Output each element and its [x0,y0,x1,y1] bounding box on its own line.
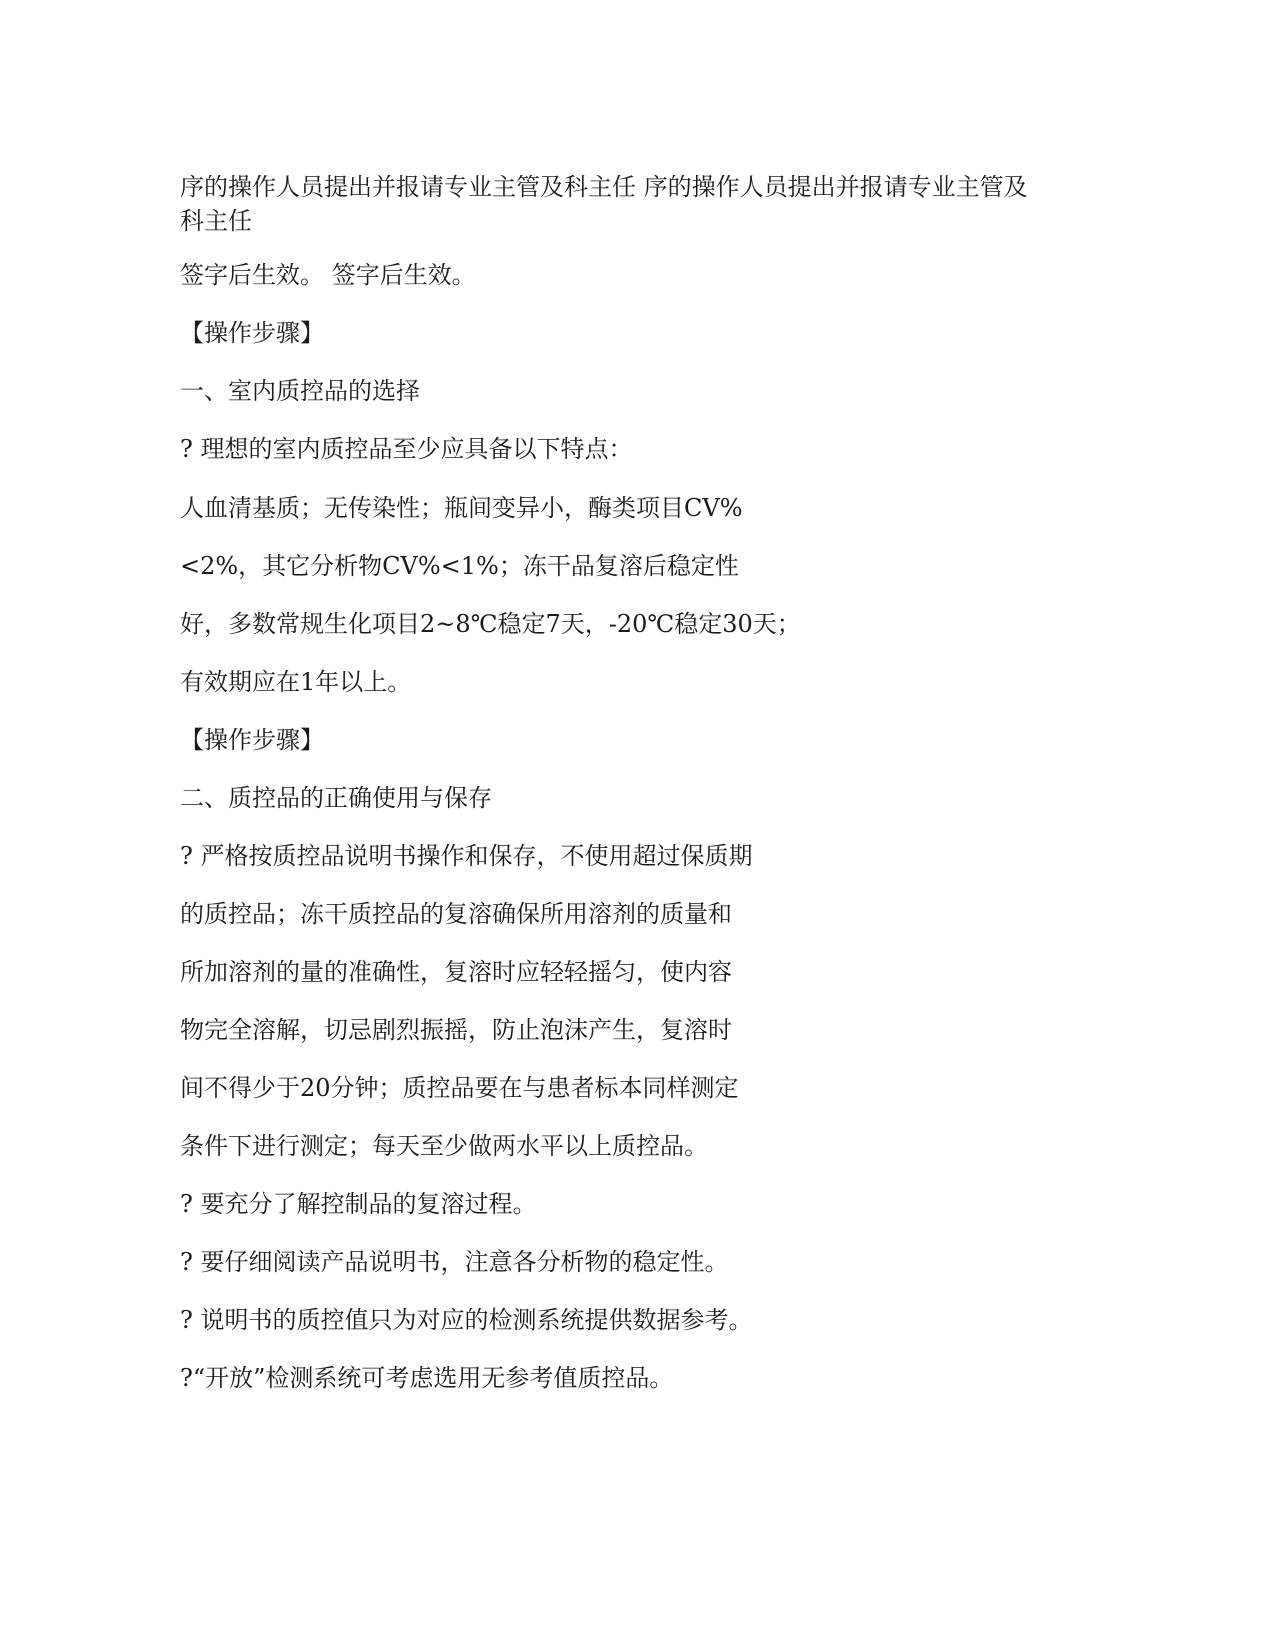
section-heading-operation-steps-2: 【操作步骤】 [180,726,324,754]
subheading-qc-material-selection: 一、室内质控品的选择 [180,377,420,405]
bullet-open-system: ?“开放”检测系统可考虑选用无参考值质控品。 [180,1364,674,1392]
text-line: 条件下进行测定；每天至少做两水平以上质控品。 [180,1132,708,1160]
text-line: <2%，其它分析物CV%<1%；冻干品复溶后稳定性 [180,552,739,580]
text-line: 人血清基质；无传染性；瓶间变异小，酶类项目CV% [180,494,743,522]
bullet-qc-value-reference: ? 说明书的质控值只为对应的检测系统提供数据参考。 [180,1306,753,1334]
text-line: 有效期应在1年以上。 [180,668,412,696]
section-heading-operation-steps-1: 【操作步骤】 [180,319,324,347]
bullet-follow-instructions: ? 严格按质控品说明书操作和保存，不使用超过保质期 [180,842,753,870]
text-line: 好，多数常规生化项目2~8℃稳定7天，-20℃稳定30天； [180,610,801,638]
text-line: 物完全溶解，切忌剧烈振摇，防止泡沫产生，复溶时 [180,1016,732,1044]
bullet-reconstitution-process: ? 要充分了解控制品的复溶过程。 [180,1190,537,1218]
subheading-qc-use-storage: 二、质控品的正确使用与保存 [180,784,492,812]
paragraph-signature-effective: 签字后生效。 签字后生效。 [180,261,476,289]
text-line: 间不得少于20分钟；质控品要在与患者标本同样测定 [180,1074,739,1102]
paragraph-approval-line: 序的操作人员提出并报请专业主管及科主任 序的操作人员提出并报请专业主管及科主任 [180,173,1028,235]
bullet-ideal-qc-features: ? 理想的室内质控品至少应具备以下特点： [180,435,633,463]
bullet-read-instructions: ? 要仔细阅读产品说明书，注意各分析物的稳定性。 [180,1248,729,1276]
text-line: 的质控品；冻干质控品的复溶确保所用溶剂的质量和 [180,900,732,928]
text-line: 所加溶剂的量的准确性，复溶时应轻轻摇匀，使内容 [180,958,732,986]
